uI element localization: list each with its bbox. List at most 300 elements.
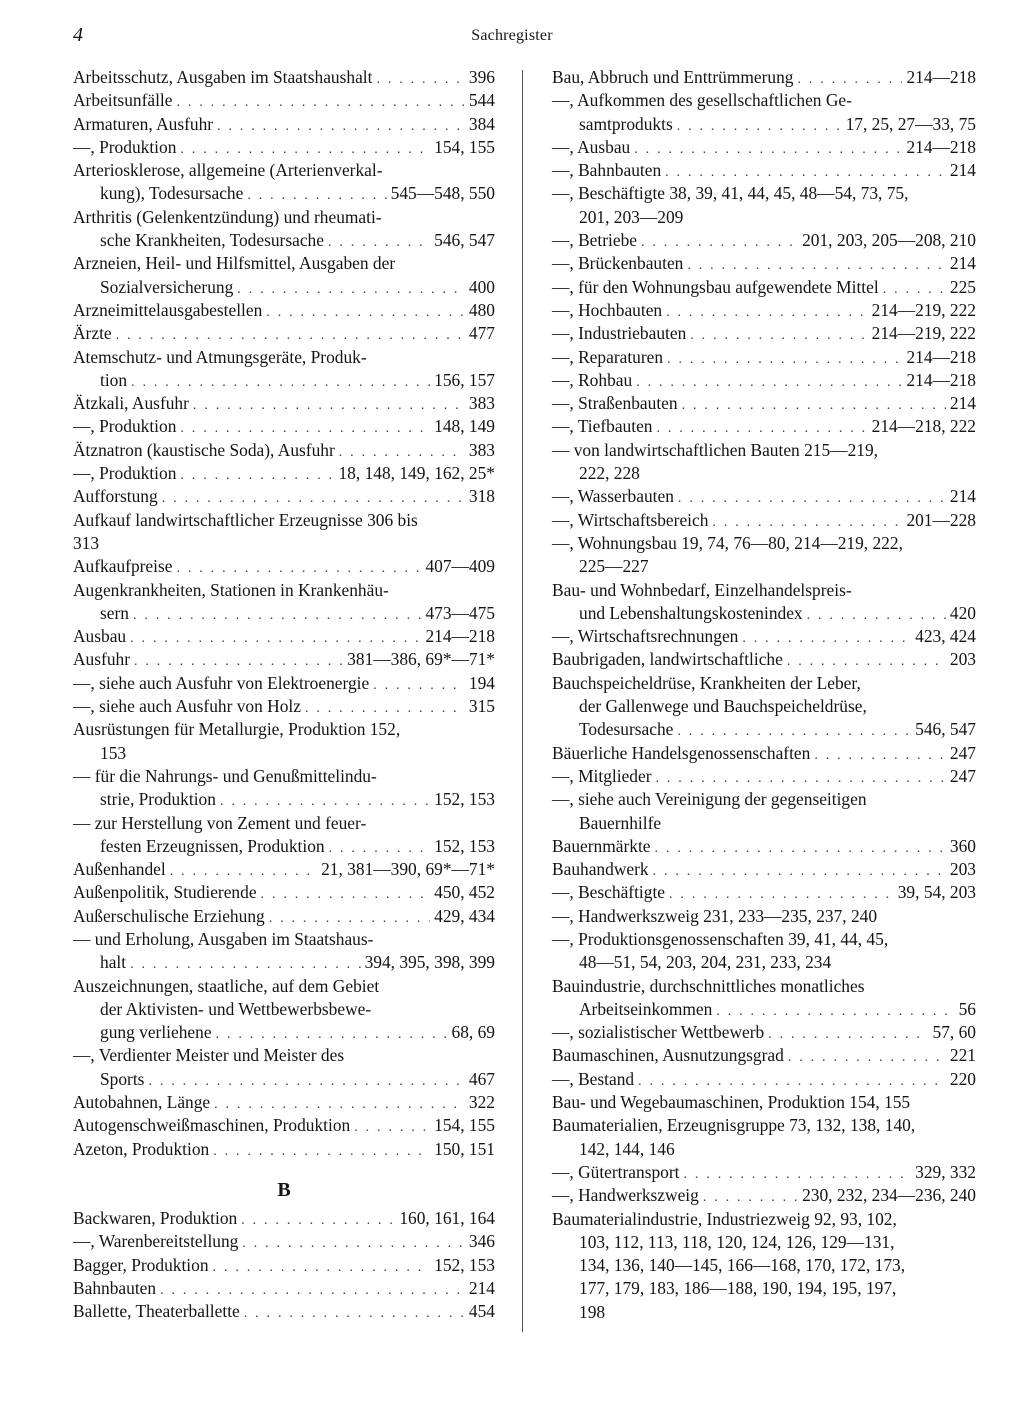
index-entry bbox=[552, 1208, 976, 1324]
page-references: 156, 157 bbox=[434, 369, 495, 390]
index-line bbox=[73, 788, 495, 811]
index-entry bbox=[552, 299, 976, 322]
index-line bbox=[73, 858, 495, 881]
index-entry bbox=[552, 159, 976, 182]
index-entry bbox=[73, 672, 495, 695]
page-references: 322 bbox=[468, 1092, 495, 1113]
index-line bbox=[73, 1044, 495, 1067]
index-line bbox=[73, 672, 495, 695]
leader-dots bbox=[180, 417, 430, 440]
entry-text: Arbeitseinkommen bbox=[579, 998, 713, 1019]
index-line bbox=[73, 346, 495, 369]
page-references: 160, 161, 164 bbox=[399, 1207, 495, 1228]
index-line bbox=[552, 1091, 976, 1114]
entry-text: —, Produktion bbox=[73, 136, 177, 157]
entry-text: —, Beschäftigte bbox=[552, 882, 666, 903]
index-line bbox=[73, 555, 495, 578]
index-line bbox=[552, 695, 976, 718]
entry-text: —, Wasserbauten bbox=[552, 486, 674, 507]
index-line bbox=[552, 998, 976, 1021]
index-entry bbox=[73, 881, 495, 904]
leader-dots bbox=[261, 883, 431, 906]
index-line bbox=[552, 835, 976, 858]
index-entry bbox=[73, 415, 495, 438]
leader-dots bbox=[193, 394, 465, 417]
index-line bbox=[552, 66, 976, 89]
entry-text: Außenpolitik, Studierende bbox=[73, 882, 257, 903]
leader-dots bbox=[244, 1302, 465, 1325]
index-line bbox=[552, 858, 976, 881]
index-line bbox=[73, 369, 495, 392]
page-references: 400 bbox=[468, 276, 495, 297]
page-references: 214—219, 222 bbox=[871, 299, 976, 320]
entry-text: Baubrigaden, landwirtschaftliche bbox=[552, 649, 783, 670]
index-entry bbox=[552, 788, 976, 835]
index-entry bbox=[73, 113, 495, 136]
index-entry bbox=[73, 765, 495, 812]
leader-dots bbox=[638, 1070, 946, 1093]
index-entry bbox=[73, 322, 495, 345]
page-references: 203 bbox=[949, 859, 976, 880]
leader-dots bbox=[305, 697, 465, 720]
index-line bbox=[552, 532, 976, 555]
index-entry bbox=[552, 742, 976, 765]
entry-text: —, Straßenbauten bbox=[552, 393, 678, 414]
entry-text: Arbeitsschutz, Ausgaben im Staatshaushalt bbox=[73, 67, 373, 87]
page-references: 214 bbox=[949, 393, 976, 414]
entry-text: Aufforstung bbox=[73, 486, 158, 507]
page-references: 17, 25, 27—33, 75 bbox=[845, 113, 976, 134]
index-entry bbox=[552, 579, 976, 626]
entry-text: Bauernmärkte bbox=[552, 835, 651, 856]
page-references: 56 bbox=[958, 998, 976, 1019]
index-entry bbox=[73, 89, 495, 112]
entry-text: 313 bbox=[73, 532, 100, 553]
entry-text: Atemschutz- und Atmungsgeräte, Produk- bbox=[73, 346, 367, 367]
index-entry bbox=[73, 1207, 495, 1230]
entry-text: —, Handwerkszweig bbox=[552, 1185, 699, 1206]
leader-dots bbox=[678, 487, 946, 510]
entry-text: 134, 136, 140—145, 166—168, 170, 172, 173, bbox=[579, 1255, 906, 1276]
index-line bbox=[73, 1300, 495, 1323]
index-line bbox=[552, 788, 976, 811]
index-line bbox=[552, 1184, 976, 1207]
index-line bbox=[552, 462, 976, 485]
index-line bbox=[552, 975, 976, 998]
leader-dots bbox=[354, 1116, 430, 1139]
index-entry bbox=[552, 229, 976, 252]
page-references: 429, 434 bbox=[434, 905, 495, 926]
index-entry bbox=[73, 439, 495, 462]
leader-dots bbox=[329, 837, 431, 860]
index-line bbox=[552, 229, 976, 252]
leader-dots bbox=[328, 231, 430, 254]
entry-text: Arzneien, Heil- und Hilfsmittel, Ausgaben der bbox=[73, 253, 396, 274]
entry-text: Bau, Abbruch und Enttrümmerung bbox=[552, 67, 794, 87]
entry-text: —, für den Wohnungsbau aufgewendete Mittel bbox=[552, 276, 879, 297]
index-entry bbox=[73, 1230, 495, 1253]
entry-text: —, Bahnbauten bbox=[552, 160, 662, 181]
entry-text: Sports bbox=[100, 1068, 145, 1089]
page-references: 545—548, 550 bbox=[390, 183, 495, 204]
index-line bbox=[73, 276, 495, 299]
page-references: 214 bbox=[468, 1277, 495, 1298]
leader-dots bbox=[242, 1232, 465, 1255]
page-references: 214—218 bbox=[906, 136, 976, 157]
page-references: 203 bbox=[949, 649, 976, 670]
index-line bbox=[552, 625, 976, 648]
index-group-b-continued bbox=[552, 66, 976, 1324]
page-references: 329, 332 bbox=[915, 1161, 976, 1182]
leader-dots bbox=[241, 1209, 395, 1232]
page-references: 420 bbox=[949, 602, 976, 623]
entry-text: festen Erzeugnissen, Produktion bbox=[100, 835, 325, 856]
index-line bbox=[73, 182, 495, 205]
page-references: 201—228 bbox=[906, 509, 976, 530]
index-line bbox=[552, 672, 976, 695]
entry-text: Außerschulische Erziehung bbox=[73, 905, 265, 926]
index-line bbox=[73, 1021, 495, 1044]
entry-text: — für die Nahrungs- und Genußmittelindu- bbox=[73, 765, 377, 786]
index-line bbox=[73, 136, 495, 159]
index-line bbox=[73, 742, 495, 765]
index-entry bbox=[552, 1184, 976, 1207]
index-line bbox=[73, 415, 495, 438]
leader-dots bbox=[687, 254, 946, 277]
entry-text: Bau- und Wohnbedarf, Einzelhandelspreis- bbox=[552, 579, 852, 600]
page-references: 247 bbox=[949, 765, 976, 786]
index-line bbox=[552, 1021, 976, 1044]
index-entry bbox=[552, 648, 976, 671]
page-references: 454 bbox=[468, 1301, 495, 1322]
index-line bbox=[73, 392, 495, 415]
index-line bbox=[73, 579, 495, 602]
index-line bbox=[73, 812, 495, 835]
index-line bbox=[552, 602, 976, 625]
entry-text: Bäuerliche Handelsgenossenschaften bbox=[552, 742, 811, 763]
leader-dots bbox=[768, 1023, 928, 1046]
entry-text: —, Bestand bbox=[552, 1068, 635, 1089]
index-line bbox=[552, 1138, 976, 1161]
entry-text: Aufkaufpreise bbox=[73, 556, 173, 577]
index-line bbox=[552, 579, 976, 602]
index-line bbox=[552, 1301, 976, 1324]
entry-text: Augenkrankheiten, Stationen in Krankenhäu- bbox=[73, 579, 389, 600]
index-line bbox=[73, 159, 495, 182]
entry-text: 153 bbox=[100, 742, 127, 763]
index-line bbox=[552, 136, 976, 159]
index-entry bbox=[73, 136, 495, 159]
index-entry bbox=[552, 182, 976, 229]
leader-dots bbox=[742, 627, 911, 650]
leader-dots bbox=[883, 278, 946, 301]
index-line bbox=[73, 648, 495, 671]
page-references: 384 bbox=[468, 113, 495, 134]
page-references: 214—219, 222 bbox=[871, 323, 976, 344]
page-references: 154, 155 bbox=[434, 1115, 495, 1136]
index-entry bbox=[73, 206, 495, 253]
index-entry bbox=[552, 485, 976, 508]
index-line bbox=[552, 392, 976, 415]
index-line bbox=[73, 975, 495, 998]
index-line bbox=[73, 602, 495, 625]
index-line bbox=[73, 462, 495, 485]
leader-dots bbox=[213, 1140, 430, 1163]
index-entry bbox=[552, 439, 976, 486]
leader-dots bbox=[213, 1256, 431, 1279]
entry-text: sche Krankheiten, Todesursache bbox=[100, 230, 324, 251]
index-entry bbox=[73, 252, 495, 299]
entry-text: Arzneimittelausgabestellen bbox=[73, 299, 263, 320]
leader-dots bbox=[180, 464, 334, 487]
index-entry bbox=[73, 648, 495, 671]
leader-dots bbox=[684, 1163, 912, 1186]
index-line bbox=[73, 252, 495, 275]
index-entry bbox=[73, 392, 495, 415]
index-line bbox=[73, 229, 495, 252]
index-line bbox=[552, 439, 976, 462]
index-entry bbox=[73, 1277, 495, 1300]
entry-text: —, Reparaturen bbox=[552, 346, 664, 367]
index-entry bbox=[552, 392, 976, 415]
page-references: 381—386, 69*—71* bbox=[347, 649, 495, 670]
entry-text: Autobahnen, Länge bbox=[73, 1092, 211, 1113]
entry-text: Ärzte bbox=[73, 323, 112, 344]
page-references: 194 bbox=[468, 672, 495, 693]
leader-dots bbox=[716, 1000, 954, 1023]
index-entry bbox=[73, 718, 495, 765]
leader-dots bbox=[162, 487, 465, 510]
index-line bbox=[552, 1161, 976, 1184]
entry-text: Todesursache bbox=[579, 719, 674, 740]
index-group-a bbox=[73, 66, 495, 1161]
entry-text: —, Wirtschaftsrechnungen bbox=[552, 626, 739, 647]
leader-dots bbox=[656, 767, 946, 790]
page-references: 450, 452 bbox=[434, 882, 495, 903]
page-references: 477 bbox=[468, 323, 495, 344]
index-entry bbox=[73, 695, 495, 718]
index-entry bbox=[73, 1138, 495, 1161]
index-line bbox=[552, 1044, 976, 1067]
entry-text: —, Produktionsgenossenschaften 39, 41, 44, 45, bbox=[552, 928, 889, 949]
index-line bbox=[552, 276, 976, 299]
page-references: 68, 69 bbox=[451, 1022, 495, 1043]
index-line bbox=[552, 89, 976, 112]
leader-dots bbox=[682, 394, 946, 417]
index-line bbox=[552, 415, 976, 438]
page-references: 423, 424 bbox=[915, 626, 976, 647]
page-references: 214 bbox=[949, 486, 976, 507]
index-line bbox=[73, 206, 495, 229]
entry-text: Bagger, Produktion bbox=[73, 1254, 209, 1275]
index-line bbox=[73, 928, 495, 951]
entry-text: Arthritis (Gelenkentzündung) und rheumati- bbox=[73, 206, 382, 227]
index-line bbox=[552, 1231, 976, 1254]
index-entry bbox=[552, 672, 976, 742]
entry-text: und Lebenshaltungskostenindex bbox=[579, 602, 803, 623]
page-references: 225 bbox=[949, 276, 976, 297]
entry-text: —, siehe auch Ausfuhr von Elektroenergie bbox=[73, 672, 370, 693]
index-line bbox=[73, 1091, 495, 1114]
index-line bbox=[552, 369, 976, 392]
leader-dots bbox=[788, 1046, 946, 1069]
entry-text: — und Erholung, Ausgaben im Staatshaus- bbox=[73, 928, 374, 949]
index-line bbox=[552, 509, 976, 532]
entry-text: Baumaterialindustrie, Industriezweig 92, 93, 102, bbox=[552, 1208, 897, 1229]
leader-dots bbox=[677, 720, 911, 743]
leader-dots bbox=[116, 324, 465, 347]
page-references: 214—218 bbox=[906, 346, 976, 367]
page-references: 214—218 bbox=[906, 67, 976, 87]
leader-dots bbox=[217, 115, 465, 138]
entry-text: Baumaschinen, Ausnutzungsgrad bbox=[552, 1045, 784, 1066]
entry-text: Ätznatron (kaustische Soda), Ausfuhr bbox=[73, 439, 335, 460]
index-entry bbox=[73, 1254, 495, 1277]
entry-text: —, Wohnungsbau 19, 74, 76—80, 214—219, 222, bbox=[552, 532, 903, 553]
leader-dots bbox=[655, 837, 946, 860]
entry-text: Bauindustrie, durchschnittliches monatliches bbox=[552, 975, 865, 996]
entry-text: 177, 179, 183, 186—188, 190, 194, 195, 197, bbox=[579, 1278, 897, 1299]
page-references: 154, 155 bbox=[434, 136, 495, 157]
index-entry bbox=[552, 625, 976, 648]
page-references: 201, 203, 205—208, 210 bbox=[802, 230, 976, 251]
index-entry bbox=[552, 1161, 976, 1184]
entry-text: strie, Produktion bbox=[100, 789, 216, 810]
index-line bbox=[73, 113, 495, 136]
index-line bbox=[552, 182, 976, 205]
index-entry bbox=[73, 299, 495, 322]
index-entry bbox=[73, 1044, 495, 1091]
entry-text: Bauhandwerk bbox=[552, 859, 649, 880]
index-column-left bbox=[73, 66, 495, 1323]
index-line bbox=[552, 322, 976, 345]
index-line bbox=[552, 485, 976, 508]
index-entry bbox=[73, 905, 495, 928]
entry-text: 225—227 bbox=[579, 556, 649, 577]
leader-dots bbox=[376, 68, 464, 91]
index-entry bbox=[552, 858, 976, 881]
leader-dots bbox=[636, 371, 902, 394]
index-entry bbox=[73, 579, 495, 626]
entry-text: tion bbox=[100, 369, 128, 390]
entry-text: —, Produktion bbox=[73, 463, 177, 484]
page-references: 214—218 bbox=[906, 369, 976, 390]
page-references: 360 bbox=[949, 835, 976, 856]
index-line bbox=[552, 555, 976, 578]
leader-dots bbox=[148, 1070, 464, 1093]
entry-text: Ballette, Theaterballette bbox=[73, 1301, 240, 1322]
index-line bbox=[73, 509, 495, 532]
index-line bbox=[73, 299, 495, 322]
index-entry bbox=[552, 1068, 976, 1091]
index-line bbox=[73, 1138, 495, 1161]
index-line bbox=[552, 299, 976, 322]
index-entry bbox=[73, 346, 495, 393]
leader-dots bbox=[220, 790, 430, 813]
index-entry bbox=[552, 136, 976, 159]
entry-text: Armaturen, Ausfuhr bbox=[73, 113, 214, 134]
leader-dots bbox=[656, 417, 867, 440]
entry-text: 201, 203—209 bbox=[579, 206, 684, 227]
index-line bbox=[552, 951, 976, 974]
index-line bbox=[73, 765, 495, 788]
leader-dots bbox=[814, 744, 946, 767]
leader-dots bbox=[807, 604, 946, 627]
index-entry bbox=[73, 975, 495, 1045]
entry-text: —, Aufkommen des gesellschaftlichen Ge- bbox=[552, 90, 852, 111]
index-entry bbox=[552, 346, 976, 369]
entry-text: Sozialversicherung bbox=[100, 276, 234, 297]
entry-text: der Aktivisten- und Wettbewerbsbewe- bbox=[100, 998, 372, 1019]
entry-text: —, Wirtschaftsbereich bbox=[552, 509, 709, 530]
running-head: Sachregister bbox=[471, 27, 553, 44]
leader-dots bbox=[641, 231, 798, 254]
leader-dots bbox=[130, 953, 360, 976]
leader-dots bbox=[180, 138, 430, 161]
index-entry bbox=[552, 1044, 976, 1067]
index-line bbox=[73, 1254, 495, 1277]
leader-dots bbox=[131, 371, 430, 394]
entry-text: —, Hochbauten bbox=[552, 299, 663, 320]
index-entry bbox=[73, 812, 495, 859]
leader-dots bbox=[798, 68, 903, 91]
entry-text: —, Verdienter Meister und Meister des bbox=[73, 1045, 345, 1066]
index-line bbox=[73, 1114, 495, 1137]
index-entry bbox=[552, 369, 976, 392]
leader-dots bbox=[787, 650, 946, 673]
entry-text: Bauernhilfe bbox=[579, 812, 662, 833]
index-entry bbox=[73, 485, 495, 508]
page-references: 150, 151 bbox=[434, 1138, 495, 1159]
entry-text: Arteriosklerose, allgemeine (Arterienverkal- bbox=[73, 160, 383, 181]
page-references: 480 bbox=[468, 299, 495, 320]
column-divider bbox=[522, 70, 523, 1332]
leader-dots bbox=[653, 860, 946, 883]
entry-text: —, Tiefbauten bbox=[552, 416, 653, 437]
entry-text: samtprodukts bbox=[579, 113, 673, 134]
index-line bbox=[552, 905, 976, 928]
entry-text: 103, 112, 113, 118, 120, 124, 126, 129—131, bbox=[579, 1231, 895, 1252]
index-line bbox=[73, 951, 495, 974]
index-line bbox=[73, 625, 495, 648]
index-entry bbox=[73, 555, 495, 578]
leader-dots bbox=[134, 650, 343, 673]
index-line bbox=[552, 648, 976, 671]
leader-dots bbox=[176, 557, 421, 580]
page-references: 318 bbox=[468, 486, 495, 507]
index-line bbox=[73, 1207, 495, 1230]
index-entry bbox=[552, 1114, 976, 1161]
page-references: 214—218, 222 bbox=[871, 416, 976, 437]
entry-text: Ausbau bbox=[73, 626, 127, 647]
page-references: 546, 547 bbox=[915, 719, 976, 740]
index-entry bbox=[552, 89, 976, 136]
page-references: 473—475 bbox=[425, 602, 495, 623]
page-references: 546, 547 bbox=[434, 230, 495, 251]
index-line bbox=[73, 1068, 495, 1091]
entry-text: 198 bbox=[579, 1301, 606, 1322]
entry-text: Autogenschweißmaschinen, Produktion bbox=[73, 1115, 351, 1136]
index-entry bbox=[552, 835, 976, 858]
entry-text: Bau- und Wegebaumaschinen, Produktion 154, 155 bbox=[552, 1092, 911, 1113]
page-number: 4 bbox=[73, 24, 83, 46]
entry-text: Baumaterialien, Erzeugnisgruppe 73, 132, 138, 140, bbox=[552, 1115, 916, 1136]
index-line bbox=[73, 695, 495, 718]
leader-dots bbox=[665, 161, 946, 184]
index-entry bbox=[552, 928, 976, 975]
section-letter: B bbox=[277, 1178, 291, 1201]
leader-dots bbox=[216, 1023, 448, 1046]
